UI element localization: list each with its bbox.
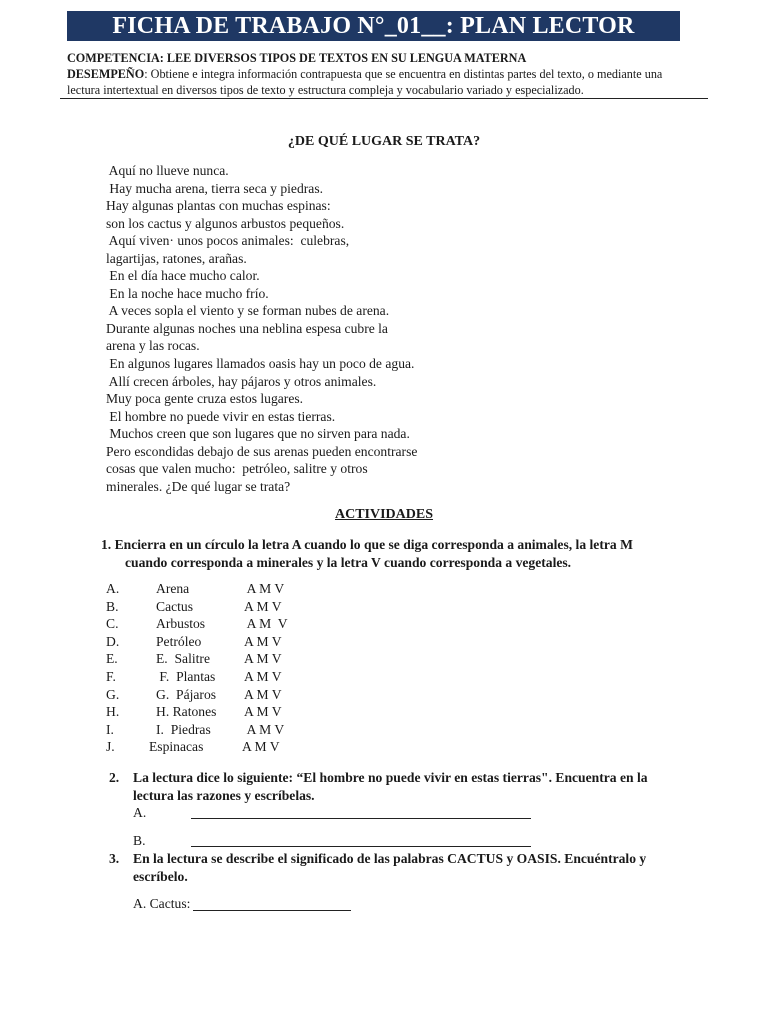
item-letter: H. [106, 704, 120, 720]
reading-line: Hay mucha arena, tierra seca y piedras. [106, 180, 324, 196]
reading-line: Muy poca gente cruza estos lugares. [106, 391, 304, 407]
answer-blank[interactable] [191, 846, 531, 847]
list-item [106, 738, 426, 756]
item-options[interactable]: A M V [244, 598, 282, 614]
item-options[interactable]: A M V [244, 668, 282, 684]
desempeno-text: : Obtiene e integra información contrapuesta que se encuentra en distintas partes del texto, o mediante una lectura intertextual en diversos tipos de texto y estructura compleja y vocabulario variado y especializado. [67, 67, 663, 97]
header-divider [60, 98, 708, 99]
item-options[interactable]: A M V [244, 651, 282, 667]
classification-list [106, 580, 426, 756]
activities-heading: ACTIVIDADES [334, 507, 434, 522]
item-letter: A. [106, 581, 120, 596]
reading-line: En la noche hace mucho frío. [106, 285, 269, 301]
answer-label: A. [133, 805, 147, 820]
cactus-answer-label: A. Cactus: [133, 896, 191, 911]
question-1-number: 1. [101, 537, 112, 552]
reading-line: El hombre no puede vivir en estas tierras. [106, 408, 336, 424]
competencia-text: COMPETENCIA: LEE DIVERSOS TIPOS DE TEXTOS EN SU LENGUA MATERNA [67, 51, 527, 65]
reading-line: arena y las rocas. [106, 338, 200, 354]
item-letter: I. [106, 721, 114, 737]
item-letter: J. [106, 739, 115, 755]
reading-line: En algunos lugares llamados oasis hay un poco de agua. [106, 356, 415, 372]
item-options[interactable]: A M V [244, 721, 285, 737]
item-letter: E. [106, 651, 118, 667]
answer-blank[interactable] [191, 818, 531, 819]
reading-line: En el día hace mucho calor. [106, 268, 260, 284]
item-word: I. Piedras [156, 721, 211, 737]
list-item [106, 686, 426, 704]
list-item [106, 598, 426, 616]
cactus-answer[interactable] [133, 895, 351, 912]
item-word: F. Plantas [156, 668, 216, 684]
reading-text [106, 162, 417, 495]
answer-blank[interactable] [193, 910, 351, 911]
reading-line: Aquí viven· unos pocos animales: culebras, [106, 233, 350, 249]
item-letter: F. [106, 668, 116, 684]
item-word: Arbustos [156, 616, 206, 632]
question-3-number: 3. [109, 851, 120, 866]
reading-line: Hay algunas plantas con muchas espinas: [106, 198, 331, 214]
item-options[interactable]: A M V [244, 686, 282, 702]
item-word: Espinacas [149, 739, 204, 755]
reading-line: lagartijas, ratones, arañas. [106, 250, 247, 266]
reading-line: Pero escondidas debajo de sus arenas pueden encontrarse [106, 443, 418, 459]
item-word: G. Pájaros [156, 686, 217, 702]
list-item [106, 650, 426, 668]
list-item [106, 633, 426, 651]
question-1-text-line2: cuando corresponda a minerales y la letra V cuando corresponda a vegetales. [125, 554, 572, 570]
item-word: H. Ratones [156, 704, 217, 720]
item-letter: G. [106, 686, 120, 702]
item-word: Arena [156, 581, 190, 596]
item-options[interactable]: A M V [244, 581, 285, 596]
item-options[interactable]: A M V [244, 616, 288, 632]
list-item [106, 615, 426, 633]
item-word: Petróleo [156, 633, 202, 649]
reading-line: cosas que valen mucho: petróleo, salitre y otros [106, 461, 368, 477]
desempeno-label: DESEMPEÑO [67, 67, 145, 81]
item-letter: C. [106, 616, 119, 632]
reading-line: Aquí no llueve nunca. [106, 163, 229, 178]
item-letter: D. [106, 633, 120, 649]
reading-title: ¿DE QUÉ LUGAR SE TRATA? [287, 134, 481, 149]
item-options[interactable]: A M V [244, 704, 282, 720]
item-word: E. Salitre [156, 651, 210, 667]
list-item [106, 668, 426, 686]
item-word: Cactus [156, 598, 193, 614]
reading-line: Allí crecen árboles, hay pájaros y otros animales. [106, 373, 377, 389]
worksheet-title: FICHA DE TRABAJO N°_01__: PLAN LECTOR [67, 11, 680, 41]
desempeno-paragraph [67, 66, 677, 98]
list-item [106, 721, 426, 739]
question-3-text: En la lectura se describe el significado de las palabras CACTUS y OASIS. Encuéntralo y escríbelo. [133, 851, 647, 884]
reading-line: son los cactus y algunos arbustos pequeños. [106, 215, 345, 231]
question-2-text: La lectura dice lo siguiente: “El hombre no puede vivir en estas tierras". Encuentra en la lectura las razones y escríbelas. [133, 770, 648, 803]
question-2-number: 2. [109, 770, 120, 785]
reading-line: A veces sopla el viento y se forman nubes de arena. [106, 303, 390, 319]
question-1-text-line1: Encierra en un círculo la letra A cuando lo que se diga corresponda a animales, la letra M [114, 537, 633, 552]
question-1 [101, 536, 661, 571]
item-options[interactable]: A M V [242, 739, 280, 755]
item-letter: B. [106, 598, 119, 614]
reading-line: minerales. ¿De qué lugar se trata? [106, 478, 291, 494]
reading-line: Durante algunas noches una neblina espesa cubre la [106, 320, 388, 336]
list-item [106, 703, 426, 721]
item-options[interactable]: A M V [244, 633, 282, 649]
answer-label: B. [133, 833, 146, 848]
list-item [106, 580, 426, 598]
reading-line: Muchos creen que son lugares que no sirven para nada. [106, 426, 410, 442]
